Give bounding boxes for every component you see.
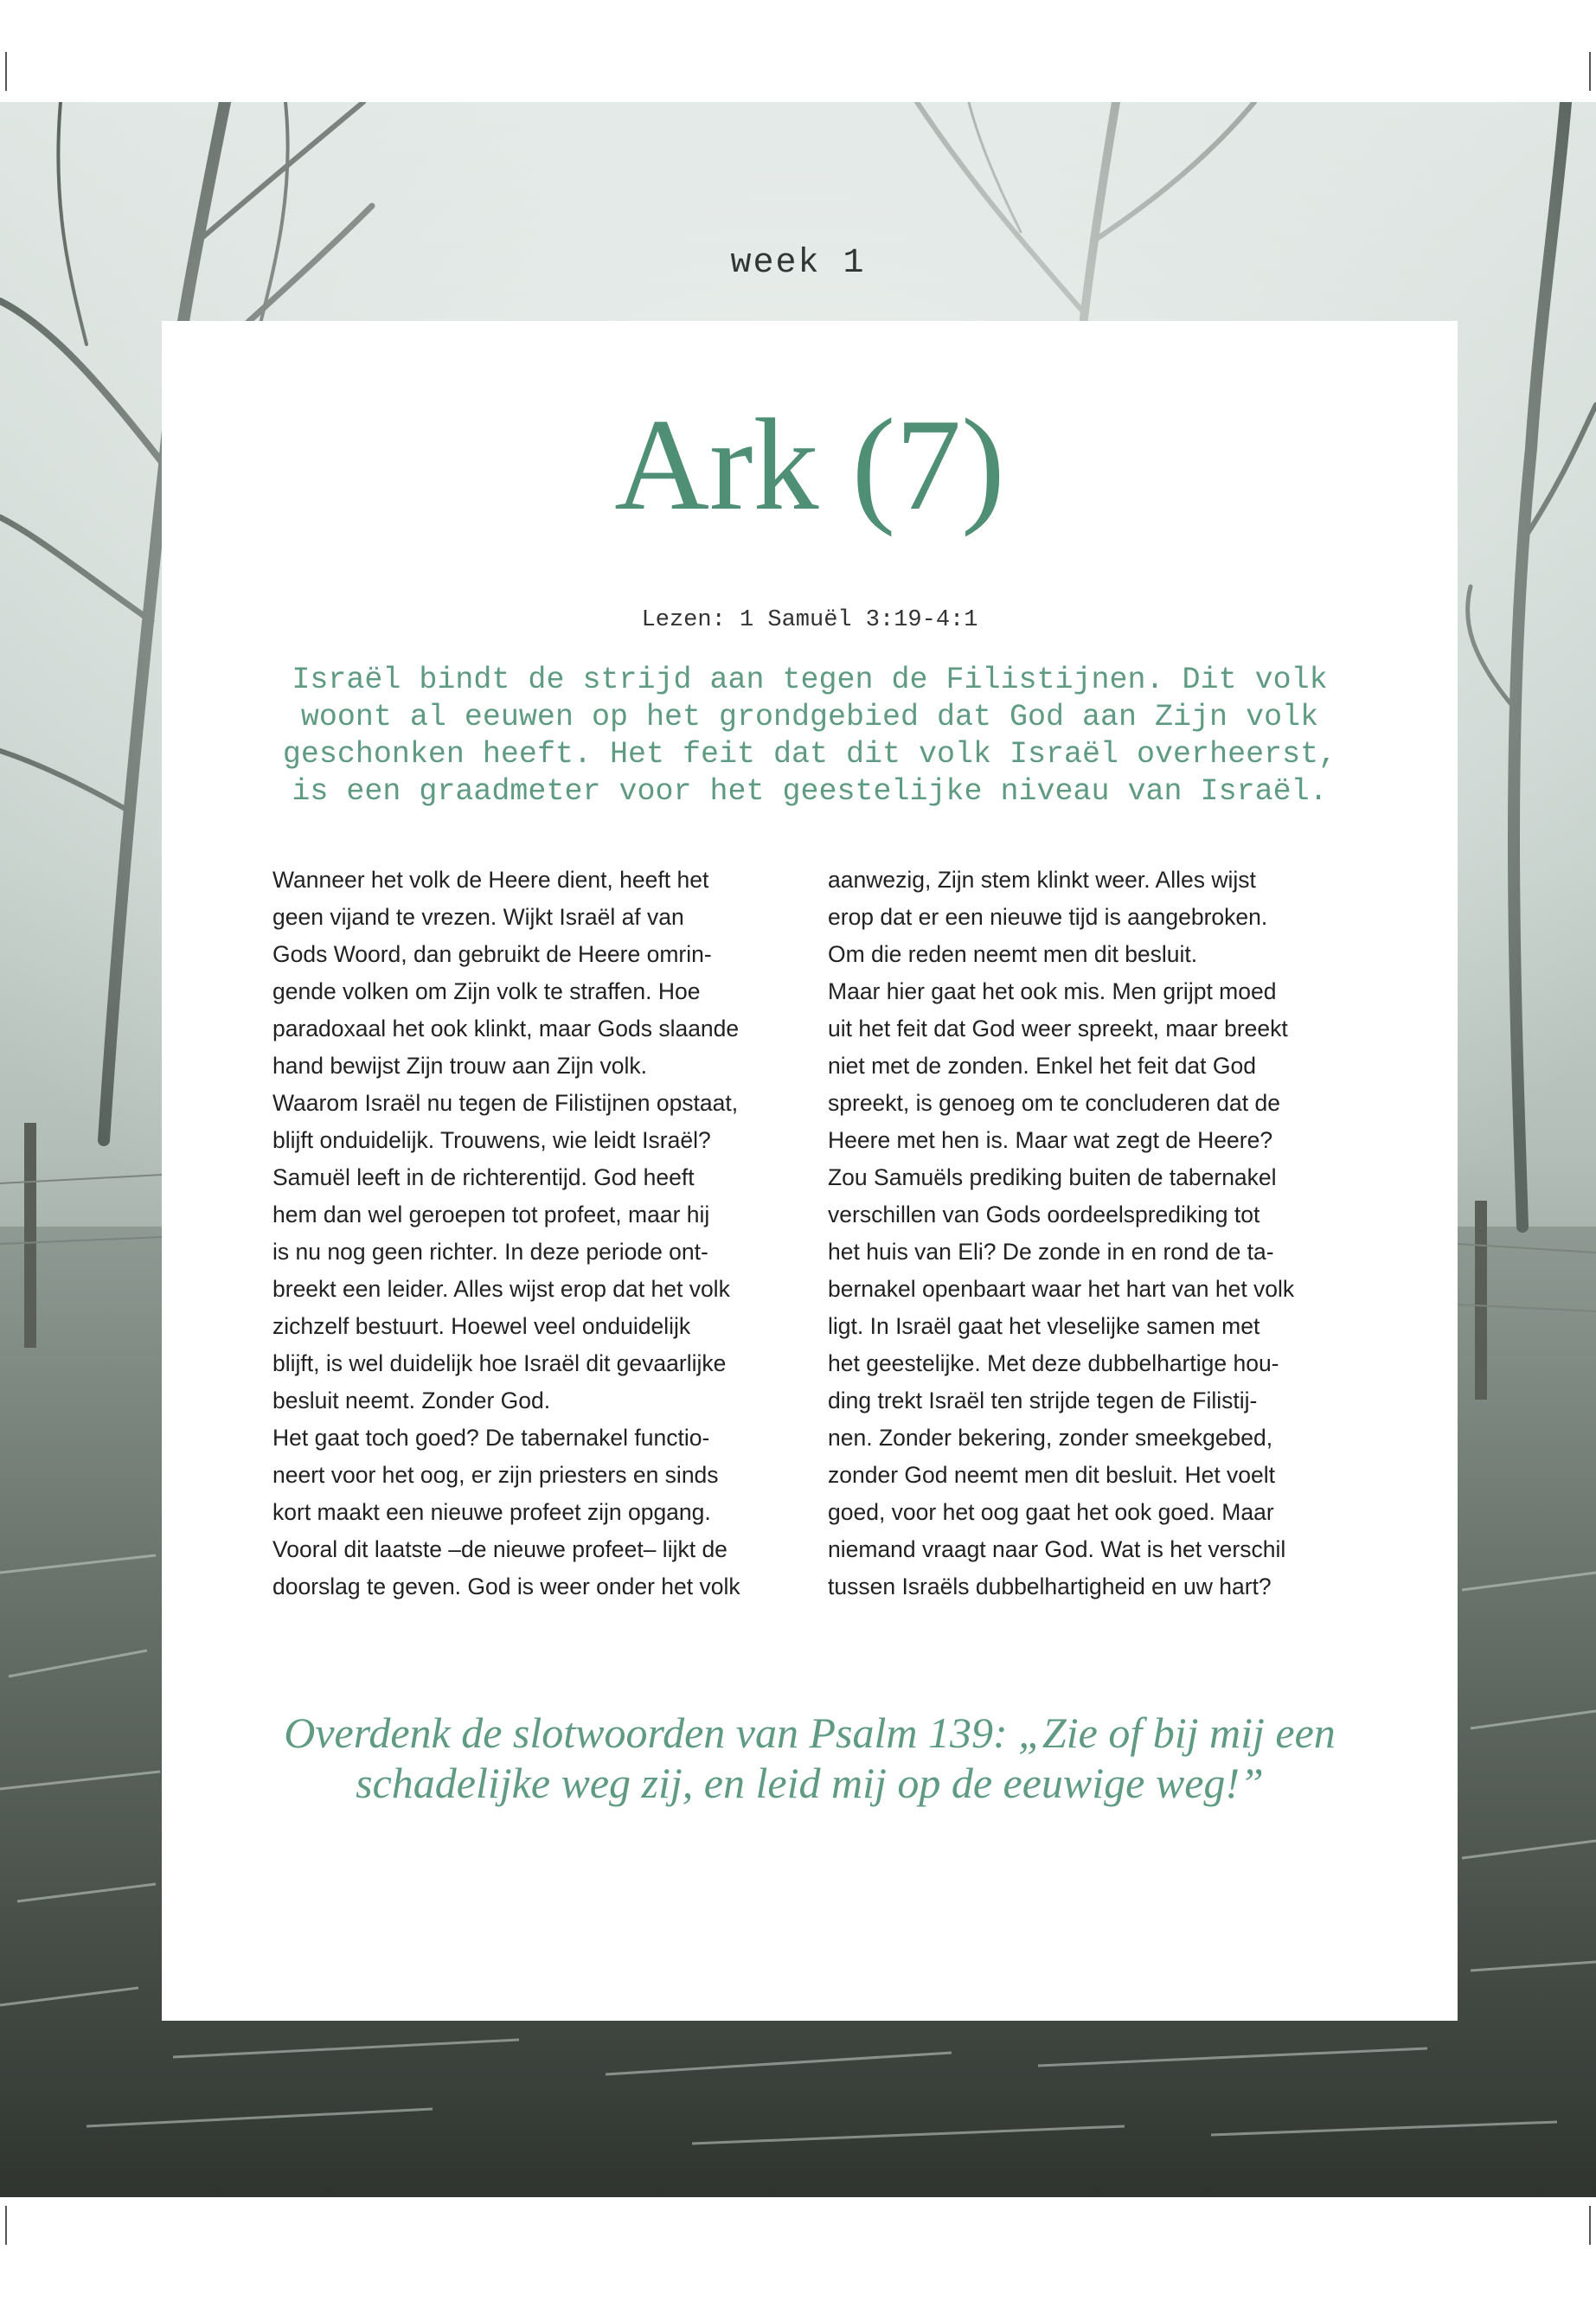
body-column-right <box>828 862 1364 1606</box>
body-line: Wanneer het volk de Heere dient, heeft het <box>272 867 709 893</box>
intro-paragraph <box>257 662 1362 811</box>
body-line: niemand vraagt naar God. Wat is het verschil <box>828 1536 1286 1562</box>
body-line: hem dan wel geroepen tot profeet, maar hij <box>272 1202 710 1227</box>
body-line: Zou Samuëls prediking buiten de tabernakel <box>828 1164 1277 1190</box>
body-line: goed, voor het oog gaat het ook goed. Maar <box>828 1499 1274 1525</box>
body-line: neert voor het oog, er zijn priesters en sinds <box>272 1462 719 1488</box>
body-line: verschillen van Gods oordeelsprediking tot <box>828 1202 1260 1227</box>
page-title: Ark (7) <box>614 392 1005 537</box>
week-label: week 1 <box>730 244 866 283</box>
body-line: hand bewijst Zijn trouw aan Zijn volk. <box>272 1053 648 1079</box>
body-line: Gods Woord, dan gebruikt de Heere omrin- <box>272 941 712 967</box>
body-line: besluit neemt. Zonder God. <box>272 1388 551 1413</box>
intro-line: woont al eeuwen op het grondgebied dat God aan Zijn volk <box>300 700 1319 734</box>
body-line: blijft onduidelijk. Trouwens, wie leidt Israël? <box>272 1127 711 1153</box>
body-line: Samuël leeft in de richterentijd. God heeft <box>272 1164 695 1190</box>
reading-reference: Lezen: 1 Samuël 3:19-4:1 <box>641 607 978 633</box>
body-line: tussen Israëls dubbelhartigheid en uw hart? <box>828 1574 1272 1599</box>
body-line: Om die reden neemt men dit besluit. <box>828 941 1198 967</box>
body-line: ligt. In Israël gaat het vleselijke samen met <box>828 1313 1260 1339</box>
closing-meditation <box>240 1708 1380 1808</box>
body-line: bernakel openbaart waar het hart van het volk <box>828 1276 1295 1302</box>
intro-line: Israël bindt de strijd aan tegen de Filistijnen. Dit volk <box>292 663 1328 697</box>
body-line: aanwezig, Zijn stem klinkt weer. Alles wijst <box>828 867 1256 893</box>
crop-mark-top-left <box>5 52 7 91</box>
body-column-left <box>272 862 809 1606</box>
closing-line: Overdenk de slotwoorden van Psalm 139: „Zie of bij mij een <box>284 1708 1336 1757</box>
content-panel <box>162 321 1458 2021</box>
intro-line: geschonken heeft. Het feit dat dit volk Israël overheerst, <box>282 737 1337 772</box>
body-line: gende volken om Zijn volk te straffen. Hoe <box>272 978 701 1004</box>
body-line: doorslag te geven. God is weer onder het volk <box>272 1574 740 1599</box>
body-line: geen vijand te vrezen. Wijkt Israël af van <box>272 904 684 930</box>
body-line: het geestelijke. Met deze dubbelhartige hou- <box>828 1350 1279 1376</box>
body-line: Maar hier gaat het ook mis. Men grijpt moed <box>828 978 1277 1004</box>
body-line: niet met de zonden. Enkel het feit dat God <box>828 1053 1256 1079</box>
body-line: Heere met hen is. Maar wat zegt de Heere? <box>828 1127 1273 1153</box>
body-line: is nu nog geen richter. In deze periode ont- <box>272 1239 708 1265</box>
body-line: breekt een leider. Alles wijst erop dat het volk <box>272 1276 730 1302</box>
crop-mark-bottom-right <box>1589 2206 1591 2245</box>
crop-mark-bottom-left <box>5 2206 7 2245</box>
crop-mark-top-right <box>1589 52 1591 91</box>
body-line: zonder God neemt men dit besluit. Het voelt <box>828 1462 1276 1488</box>
body-line: uit het feit dat God weer spreekt, maar breekt <box>828 1016 1288 1042</box>
closing-line: schadelijke weg zij, en leid mij op de eeuwige weg!” <box>356 1759 1264 1807</box>
body-line: Waarom Israël nu tegen de Filistijnen opstaat, <box>272 1090 739 1116</box>
body-line: paradoxaal het ook klinkt, maar Gods slaande <box>272 1016 740 1042</box>
body-line: ding trekt Israël ten strijde tegen de Filistij- <box>828 1388 1258 1413</box>
body-line: nen. Zonder bekering, zonder smeekgebed, <box>828 1425 1273 1451</box>
body-line: Het gaat toch goed? De tabernakel functio- <box>272 1425 710 1451</box>
body-line: erop dat er een nieuwe tijd is aangebroken. <box>828 904 1268 930</box>
body-line: spreekt, is genoeg om te concluderen dat de <box>828 1090 1280 1116</box>
body-line: Vooral dit laatste –de nieuwe profeet– lijkt de <box>272 1536 727 1562</box>
body-line: blijft, is wel duidelijk hoe Israël dit gevaarlijke <box>272 1350 727 1376</box>
intro-line: is een graadmeter voor het geestelijke niveau van Israël. <box>292 774 1328 809</box>
body-line: kort maakt een nieuwe profeet zijn opgang. <box>272 1499 711 1525</box>
body-line: het huis van Eli? De zonde in en rond de ta- <box>828 1239 1274 1265</box>
body-line: zichzelf bestuurt. Hoewel veel onduidelijk <box>272 1313 691 1339</box>
